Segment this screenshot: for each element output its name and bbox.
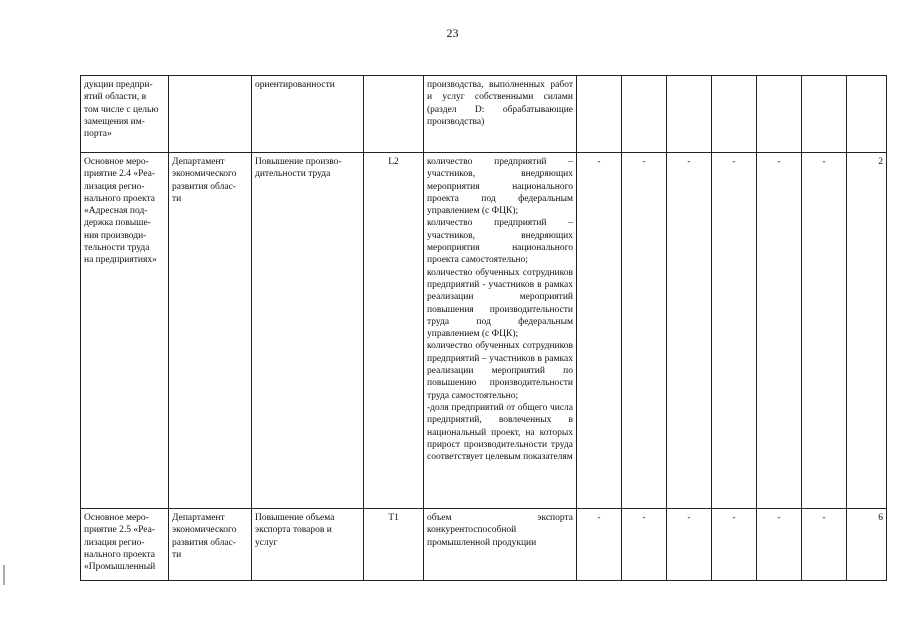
value-cell: [622, 76, 667, 153]
result-cell: ориентированности: [252, 76, 364, 153]
value-cell: -: [757, 509, 802, 581]
value-cell: -: [712, 153, 757, 509]
value-cell: -: [667, 153, 712, 509]
value-cell: [712, 76, 757, 153]
value-cell: -: [802, 153, 847, 509]
indicator-cell: объем экспорта конкурентоспособной промышленной продукции: [424, 509, 577, 581]
executor-cell: Департамент экономического развития облас- ти: [169, 509, 252, 581]
executor-cell: Департамент экономического развития облас- ти: [169, 153, 252, 509]
event-cell: дукции предпри- ятий области, в том числе с целью замещения им- порта»: [81, 76, 169, 153]
program-table: [80, 75, 887, 581]
value-cell: -: [712, 509, 757, 581]
value-cell: 2: [847, 153, 887, 509]
value-cell: -: [757, 153, 802, 509]
value-cell: -: [622, 153, 667, 509]
page-number: 23: [446, 26, 459, 40]
value-cell: -: [577, 153, 622, 509]
value-cell: -: [667, 509, 712, 581]
value-cell: [757, 76, 802, 153]
scan-edge-mark: [3, 565, 5, 585]
value-cell: [577, 76, 622, 153]
result-cell: Повышение произво- дительности труда: [252, 153, 364, 509]
value-cell: [847, 76, 887, 153]
indicator-cell: производства, выполненных работ и услуг собственными силами (раздел D: обрабатывающие производства): [424, 76, 577, 153]
table-row: [81, 76, 887, 153]
indicator-code-cell: [364, 76, 424, 153]
executor-cell: [169, 76, 252, 153]
indicator-code-cell: T1: [364, 509, 424, 581]
value-cell: 6: [847, 509, 887, 581]
value-cell: [667, 76, 712, 153]
value-cell: [802, 76, 847, 153]
value-cell: -: [802, 509, 847, 581]
event-cell: Основное меро- приятие 2.5 «Реа- лизация регио- нального проекта «Промышленный: [81, 509, 169, 581]
table-row: [81, 153, 887, 509]
result-cell: Повышение объема экспорта товаров и услуг: [252, 509, 364, 581]
event-cell: Основное меро- приятие 2.4 «Реа- лизация регио- нального проекта «Адресная под- держка повыше- ния производи- тельности труда на предприятиях»: [81, 153, 169, 509]
table-row: [81, 509, 887, 581]
value-cell: -: [622, 509, 667, 581]
indicator-cell: количество предприятий – участников, внедряющих мероприятия национального проекта под федеральным управлением (с ФЦК); количество предприятий – участников, внедряющих мероприятия национального проекта самостоятельно; количество обученных сотрудников предприятий - участников в рамках реализации мероприятий повышения производительности труда под федеральным управлением (с ФЦК); количество обученных сотрудников предприятий – участников в рамках реализации мероприятий по повышению производительности труда самостоятельно; -доля предприятий от общего числа предприятий, вовлеченных в национальный проект, на которых прирост производительности труда соответствует целевым показателям: [424, 153, 577, 509]
indicator-code-cell: L2: [364, 153, 424, 509]
value-cell: -: [577, 509, 622, 581]
